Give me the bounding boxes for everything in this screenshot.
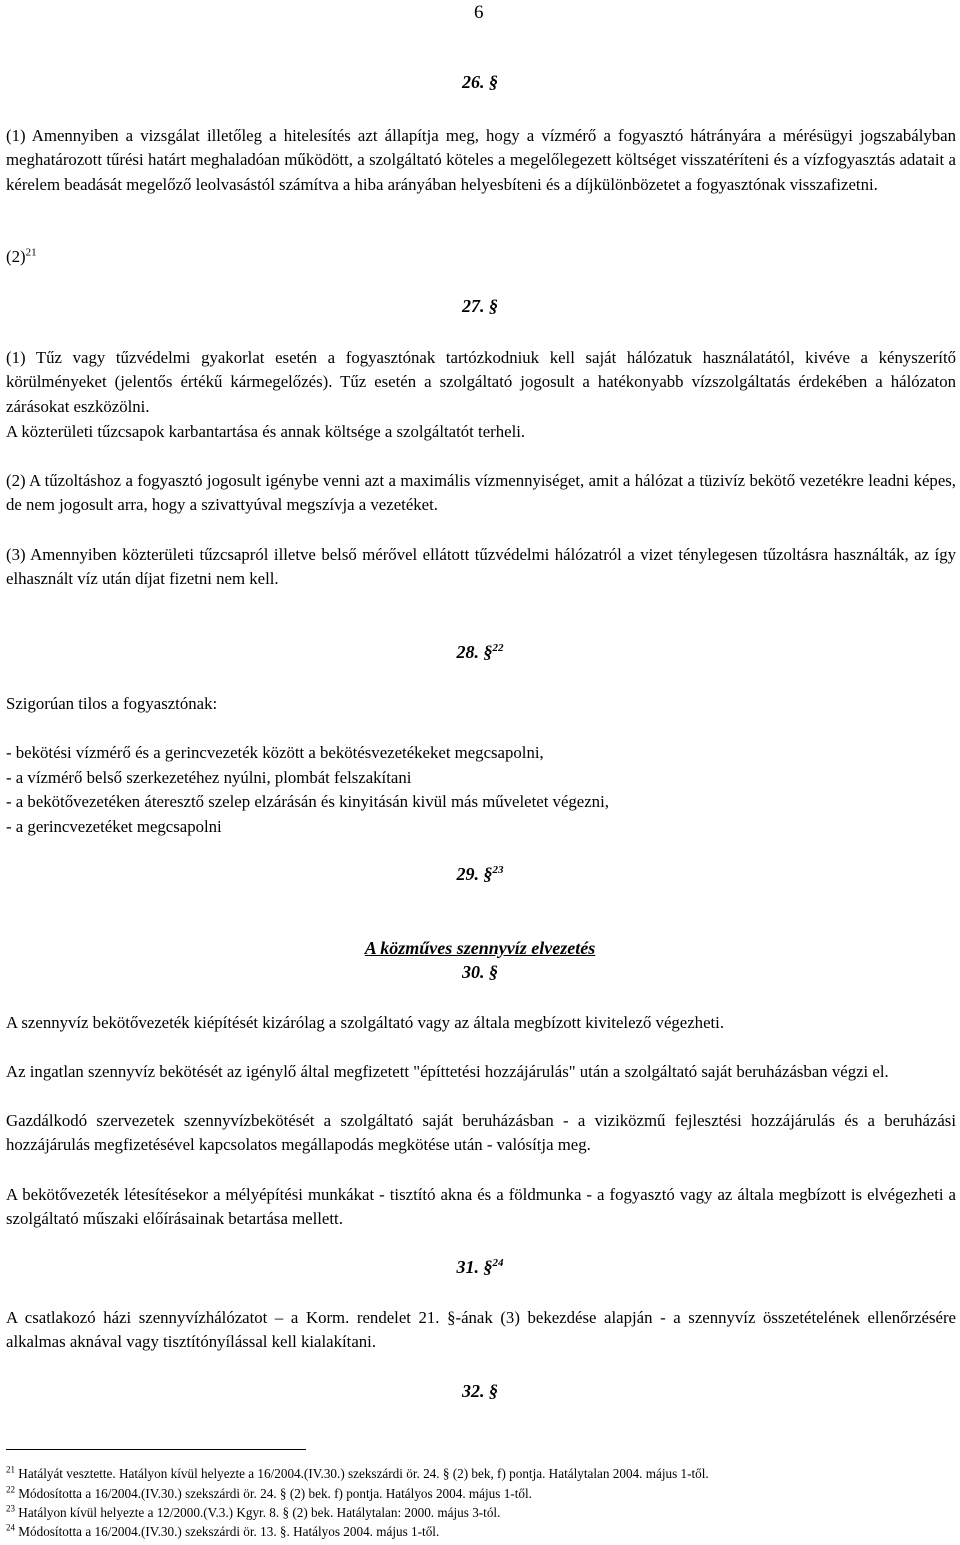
section-28-intro: Szigorúan tilos a fogyasztónak:	[6, 694, 218, 713]
prohibition-item: - a bekötővezetéken áteresztő szelep elzárásán és kinyitásán kivül más műveletet végezni,	[6, 792, 609, 811]
section-28-heading	[0, 642, 960, 663]
footnote	[6, 1503, 500, 1523]
section-26-heading: 26. §	[462, 72, 498, 92]
footnote	[6, 1522, 439, 1542]
footnote-number: 23	[6, 1503, 15, 1514]
section-32-heading: 32. §	[462, 1381, 498, 1401]
page-number: 6	[474, 2, 484, 23]
section-31-heading	[0, 1257, 960, 1278]
paragraph-2-label: (2)	[6, 247, 26, 266]
section-27-heading: 27. §	[462, 296, 498, 316]
footnote-text: Módosította a 16/2004.(IV.30.) szekszárdi ör. 13. §. Hatályos 2004. május 1-től.	[18, 1524, 440, 1539]
footnote-ref-22: 22	[492, 642, 504, 654]
section-26-paragraph-1: (1) Amennyiben a vizsgálat illetőleg a hitelesítés azt állapítja meg, hogy a vízmérő a fogyasztó hátrányára a mérésügyi jogszabályban meghatározott tűrési határt meghaladóan működött, a szolgáltató köteles a megelőlegezett költséget visszatéríteni és a vízfogyasztás adatait a kérelem beadását megelőző leolvasástól számítva a hiba arányában helyesbíteni és a díjkülönbözetet a fogyasztónak visszafizetni.	[6, 126, 956, 194]
section-27-paragraph-1b: A közterületi tűzcsapok karbantartása és annak költsége a szolgáltatót terheli.	[6, 422, 526, 441]
section-29-title: 29. §	[456, 864, 493, 884]
section-26-paragraph-2	[6, 245, 37, 269]
footnote-number: 24	[6, 1522, 15, 1533]
footnote-ref-23: 23	[492, 864, 504, 876]
footnote-text: Módosította a 16/2004.(IV.30.) szekszárdi ör. 24. § (2) bek. f) pontja. Hatályos 2004. május 1-től.	[18, 1486, 532, 1501]
footnote-ref-24: 24	[492, 1257, 504, 1269]
footnote-divider	[6, 1449, 306, 1450]
section-30-paragraph-3: Gazdálkodó szervezetek szennyvízbekötését a szolgáltató saját beruházásban - a viziközmű fejlesztési hozzájárulás és a beruházási hozzájárulás megfizetésével kapcsolatos megállapodás megkötése után - valósítja meg.	[6, 1111, 956, 1155]
section-27-paragraph-2: (2) A tűzoltáshoz a fogyasztó jogosult igénybe venni azt a maximális vízmennyiséget, amit a hálózat a tüzivíz bekötő vezetékre leadni képes, de nem jogosult arra, hogy a szivattyúval megszívja a vezetéket.	[6, 471, 956, 515]
section-29-heading	[0, 864, 960, 885]
footnote	[6, 1464, 709, 1484]
section-27-paragraph-1: (1) Tűz vagy tűzvédelmi gyakorlat esetén a fogyasztónak tartózkodniuk kell saját hálózatuk használatától, kivéve a kényszerítő körülményeket (jelentős értékű kármegelőzés). Tűz esetén a szolgáltató jogosult a hatékonyabb vízszolgáltatás érdekében a hálózaton zárásokat eszközölni.	[6, 348, 956, 416]
footnote-text: Hatályát vesztette. Hatályon kívül helyezte a 16/2004.(IV.30.) szekszárdi ör. 24. § (2) bek, f) pontja. Hatálytalan 2004. május 1-től.	[18, 1466, 709, 1481]
section-30-paragraph-4: A bekötővezeték létesítésekor a mélyépítési munkákat - tisztító akna és a földmunka - a fogyasztó vagy az általa megbízott is elvégezheti a szolgáltató műszaki előírásainak betartása mellett.	[6, 1185, 956, 1229]
footnote-ref-21: 21	[25, 246, 37, 259]
footnote	[6, 1484, 532, 1504]
section-30-paragraph-1: A szennyvíz bekötővezeték kiépítését kizárólag a szolgáltató vagy az általa megbízott kivitelező végezheti.	[6, 1013, 725, 1032]
prohibition-item: - bekötési vízmérő és a gerincvezeték között a bekötésvezetékeket megcsapolni,	[6, 743, 544, 762]
section-28-title: 28. §	[456, 642, 493, 662]
section-title: A közműves szennyvíz elvezetés	[364, 938, 596, 958]
prohibition-item: - a vízmérő belső szerkezetéhez nyúlni, plombát felszakítani	[6, 768, 412, 787]
section-27-paragraph-3: (3) Amennyiben közterületi tűzcsapról illetve belső mérővel ellátott tűzvédelmi hálózatról a vizet ténylegesen tűzoltásra használták, az így elhasznált víz után díjat fizetni nem kell.	[6, 545, 956, 589]
prohibition-item: - a gerincvezetéket megcsapolni	[6, 817, 222, 836]
section-30-paragraph-2: Az ingatlan szennyvíz bekötését az igénylő által megfizetett "építtetési hozzájárulás" után a szolgáltató saját beruházásban végzi el.	[6, 1062, 889, 1081]
section-30-heading: 30. §	[462, 962, 498, 982]
footnote-number: 22	[6, 1484, 15, 1495]
section-31-title: 31. §	[456, 1257, 493, 1277]
footnote-text: Hatályon kívül helyezte a 12/2000.(V.3.) Kgyr. 8. § (2) bek. Hatálytalan: 2000. május 3-tól.	[18, 1505, 501, 1520]
footnote-number: 21	[6, 1464, 15, 1475]
section-31-paragraph-1: A csatlakozó házi szennyvízhálózatot – a Korm. rendelet 21. §-ának (3) bekezdése alapján - a szennyvíz összetételének ellenőrzésére alkalmas aknával vagy tisztítónyílással kell kialakítani.	[6, 1308, 956, 1352]
